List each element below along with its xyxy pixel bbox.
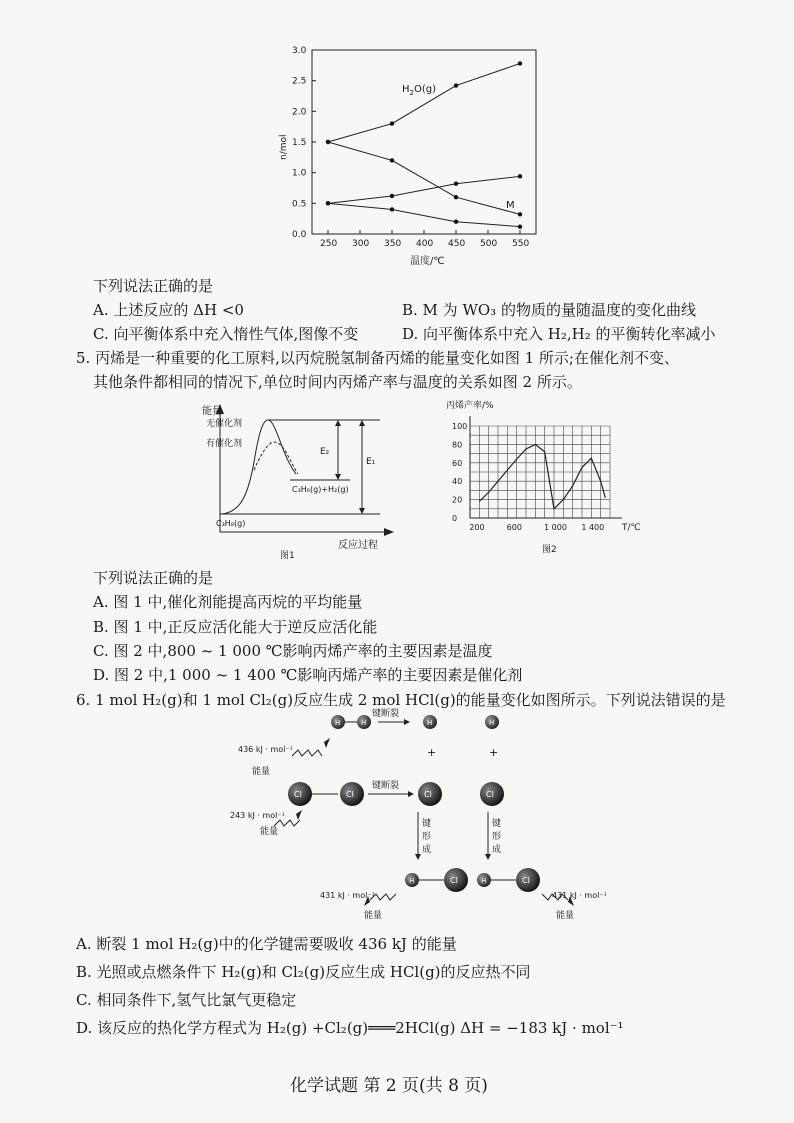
fig1-no-cat-label: 无催化剂 [206,419,243,429]
data-point [390,121,394,125]
fig2-x-tick-label: 200 [469,523,485,532]
y-tick-label: 0.0 [292,230,307,240]
fig2-y-tick-label: 80 [452,440,463,450]
data-point [326,201,330,205]
fig2-y-tick-label: 20 [452,495,463,505]
q6-stem: 6. 1 mol H₂(g)和 1 mol Cl₂(g)反应生成 2 mol HCl(g)的能量变化如图所示。下列说法错误的是 [76,691,726,709]
form-label-2: 键形成 [492,819,502,855]
chart-q4 [270,40,560,270]
svg-text:H: H [361,719,367,727]
fig1-ylabel: 能量 [202,406,222,417]
fig1-reactant: C₃H₈(g) [216,519,246,528]
no-catalyst-curve [222,420,296,514]
x-tick-label: 550 [512,239,530,249]
fig1-e2: E₂ [320,447,330,457]
fig2-x-tick-label: 600 [506,523,522,532]
x-tick-label: 450 [448,239,466,249]
h2o-label: $H_2O(g)$ [402,84,437,97]
energy-243: 243 kJ · mol⁻¹ [230,811,285,820]
energy-431-right: 431 kJ · mol⁻¹ [552,891,607,900]
fig2-title: 丙烯产率/% [446,401,494,411]
series-line-2 [328,176,520,203]
y-tick-label: 1.0 [292,168,307,179]
q5-figure-1 [200,400,400,560]
data-point [518,212,522,216]
q4-option-c: C. 向平衡体系中充入惰性气体,图像不变 [93,325,359,343]
svg-text:Cl: Cl [450,876,458,885]
break-label-1: 键断裂 [372,709,400,719]
svg-text:能量: 能量 [556,911,575,921]
data-point [454,195,458,199]
fig1-e1: E₁ [366,457,376,467]
y-tick-label: 3.0 [292,46,307,56]
q5-prompt: 下列说法正确的是 [93,569,214,587]
svg-text:Cl: Cl [522,876,530,885]
q4-prompt: 下列说法正确的是 [93,277,214,295]
fig2-grid [470,416,622,518]
x-tick-label: 250 [320,239,338,249]
q6-option-a: A. 断裂 1 mol H₂(g)中的化学键需要吸收 436 kJ 的能量 [76,935,457,953]
y-tick-label: 2.0 [292,107,307,118]
fig1-xlabel: 反应过程 [338,540,378,551]
data-point [390,158,394,162]
q6-bond-energy-diagram [230,708,610,928]
data-point [454,182,458,186]
fig2-y-tick-label: 0 [452,514,458,523]
data-point [518,61,522,65]
x-axis-label: 温度/℃ [410,256,445,267]
svg-text:能量: 能量 [364,911,383,921]
fig2-y-ticks [452,422,467,523]
fig1-product: C₃H₆(g)+H₂(g) [292,485,349,494]
svg-text:H: H [489,719,495,727]
form-label-1: 键形成 [422,819,432,855]
q4-option-b: B. M 为 WO₃ 的物质的量随温度的变化曲线 [402,301,696,319]
data-point [454,220,458,224]
svg-text:能量: 能量 [252,767,271,777]
m-label: M [506,200,515,211]
x-tick-label: 300 [352,239,370,249]
q6-option-c: C. 相同条件下,氢气比氯气更稳定 [76,991,297,1009]
x-tick-label: 500 [480,239,498,249]
q5-stem-line2: 其他条件都相同的情况下,单位时间内丙烯产率与温度的关系如图 2 所示。 [93,373,582,391]
series-line-1 [328,142,520,214]
fig1-cat-label: 有催化剂 [206,439,243,449]
fig2-x-ticks [469,523,604,532]
fig2-xlabel: T/℃ [622,523,641,533]
data-point [518,224,522,228]
q4-option-a: A. 上述反应的 ΔH <0 [93,301,244,319]
data-point [390,207,394,211]
data-point [454,83,458,87]
q5-option-b: B. 图 1 中,正反应活化能大于逆反应活化能 [93,618,378,636]
svg-text:+: + [427,746,437,759]
page-footer: 化学试题 第 2 页(共 8 页) [290,1076,488,1096]
x-axis-ticks [320,230,529,249]
svg-text:H: H [427,719,433,727]
x-tick-label: 350 [384,239,402,249]
svg-text:能量: 能量 [260,827,279,837]
break-label-2: 键断裂 [372,781,400,791]
y-tick-label: 1.5 [292,138,307,148]
y-tick-label: 2.5 [292,76,307,87]
y-tick-label: 0.5 [292,199,307,210]
svg-text:H: H [409,877,415,885]
svg-text:+: + [489,746,499,759]
energy-436: 436 kJ · mol⁻¹ [238,745,293,754]
data-point [518,174,522,178]
fig2-y-tick-label: 40 [452,477,463,487]
q6-option-b: B. 光照或点燃条件下 H₂(g)和 Cl₂(g)反应生成 HCl(g)的反应热不同 [76,963,531,981]
y-axis-label: n/mol [279,134,289,160]
svg-text:Cl: Cl [294,790,302,799]
q5-option-d: D. 图 2 中,1 000 ~ 1 400 ℃影响丙烯产率的主要因素是催化剂 [93,666,523,684]
q5-stem-line1: 5. 丙烯是一种重要的化工原料,以丙烷脱氢制备丙烯的能量变化如图 1 所示;在催化剂不变、 [76,349,679,367]
svg-text:H: H [335,719,341,727]
q4-option-d: D. 向平衡体系中充入 H₂,H₂ 的平衡转化率减小 [402,325,716,343]
q5-option-a: A. 图 1 中,催化剂能提高丙烷的平均能量 [93,593,363,611]
fig2-caption: 图2 [542,545,557,555]
svg-text:Cl: Cl [346,790,354,799]
svg-text:H: H [481,877,487,885]
q5-figure-2 [436,396,656,560]
catalyst-curve [254,442,298,474]
x-tick-label: 400 [416,239,434,249]
series-line-0 [328,63,520,142]
data-point [390,194,394,198]
energy-431-left: 431 kJ · mol⁻¹ [320,891,375,900]
fig2-x-tick-label: 1 400 [581,523,605,532]
fig2-y-tick-label: 100 [452,422,468,431]
fig1-caption: 图1 [280,551,295,560]
data-point [326,140,330,144]
svg-text:Cl: Cl [486,790,494,799]
svg-text:Cl: Cl [424,790,432,799]
fig2-y-tick-label: 60 [452,458,463,468]
q6-option-d: D. 该反应的热化学方程式为 H₂(g) +Cl₂(g)═══2HCl(g) ΔH = −183 kJ · mol⁻¹ [76,1019,624,1037]
fig2-x-tick-label: 1 000 [544,523,567,532]
q5-option-c: C. 图 2 中,800 ~ 1 000 ℃影响丙烯产率的主要因素是温度 [93,642,493,660]
